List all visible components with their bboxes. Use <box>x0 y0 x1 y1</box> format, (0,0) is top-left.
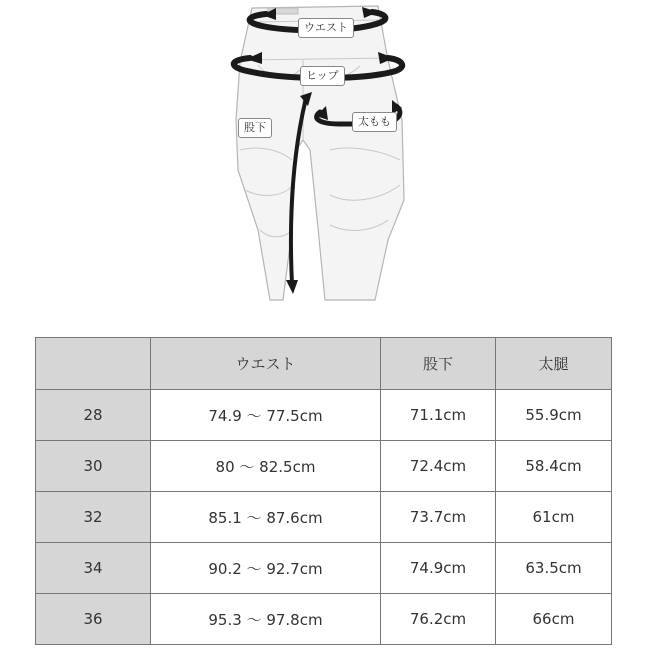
header-inseam: 股下 <box>381 338 496 390</box>
waist-cell: 95.3 ～ 97.8cm <box>151 594 381 645</box>
thigh-label: 太もも <box>352 112 397 132</box>
waist-cell: 85.1 ～ 87.6cm <box>151 492 381 543</box>
thigh-cell: 66cm <box>496 594 612 645</box>
size-chart-table <box>35 337 612 645</box>
waist-label: ウエスト <box>298 18 354 38</box>
table-row <box>36 594 612 645</box>
inseam-label: 股下 <box>238 118 272 138</box>
thigh-cell: 61cm <box>496 492 612 543</box>
header-thigh: 太腿 <box>496 338 612 390</box>
thigh-cell: 55.9cm <box>496 390 612 441</box>
size-cell: 28 <box>36 390 151 441</box>
table-row <box>36 390 612 441</box>
waist-cell: 74.9 ～ 77.5cm <box>151 390 381 441</box>
size-cell: 32 <box>36 492 151 543</box>
header-size <box>36 338 151 390</box>
thigh-cell: 63.5cm <box>496 543 612 594</box>
table-row <box>36 492 612 543</box>
hip-label: ヒップ <box>300 66 345 86</box>
table-row <box>36 543 612 594</box>
inseam-cell: 71.1cm <box>381 390 496 441</box>
size-cell: 34 <box>36 543 151 594</box>
header-waist: ウエスト <box>151 338 381 390</box>
waist-cell: 80 ～ 82.5cm <box>151 441 381 492</box>
pants-illustration <box>0 0 650 320</box>
thigh-cell: 58.4cm <box>496 441 612 492</box>
waist-cell: 90.2 ～ 92.7cm <box>151 543 381 594</box>
inseam-cell: 74.9cm <box>381 543 496 594</box>
size-cell: 30 <box>36 441 151 492</box>
table-row <box>36 441 612 492</box>
inseam-cell: 76.2cm <box>381 594 496 645</box>
table-header-row <box>36 338 612 390</box>
size-cell: 36 <box>36 594 151 645</box>
pants-measurement-diagram <box>0 0 650 320</box>
inseam-cell: 73.7cm <box>381 492 496 543</box>
inseam-cell: 72.4cm <box>381 441 496 492</box>
